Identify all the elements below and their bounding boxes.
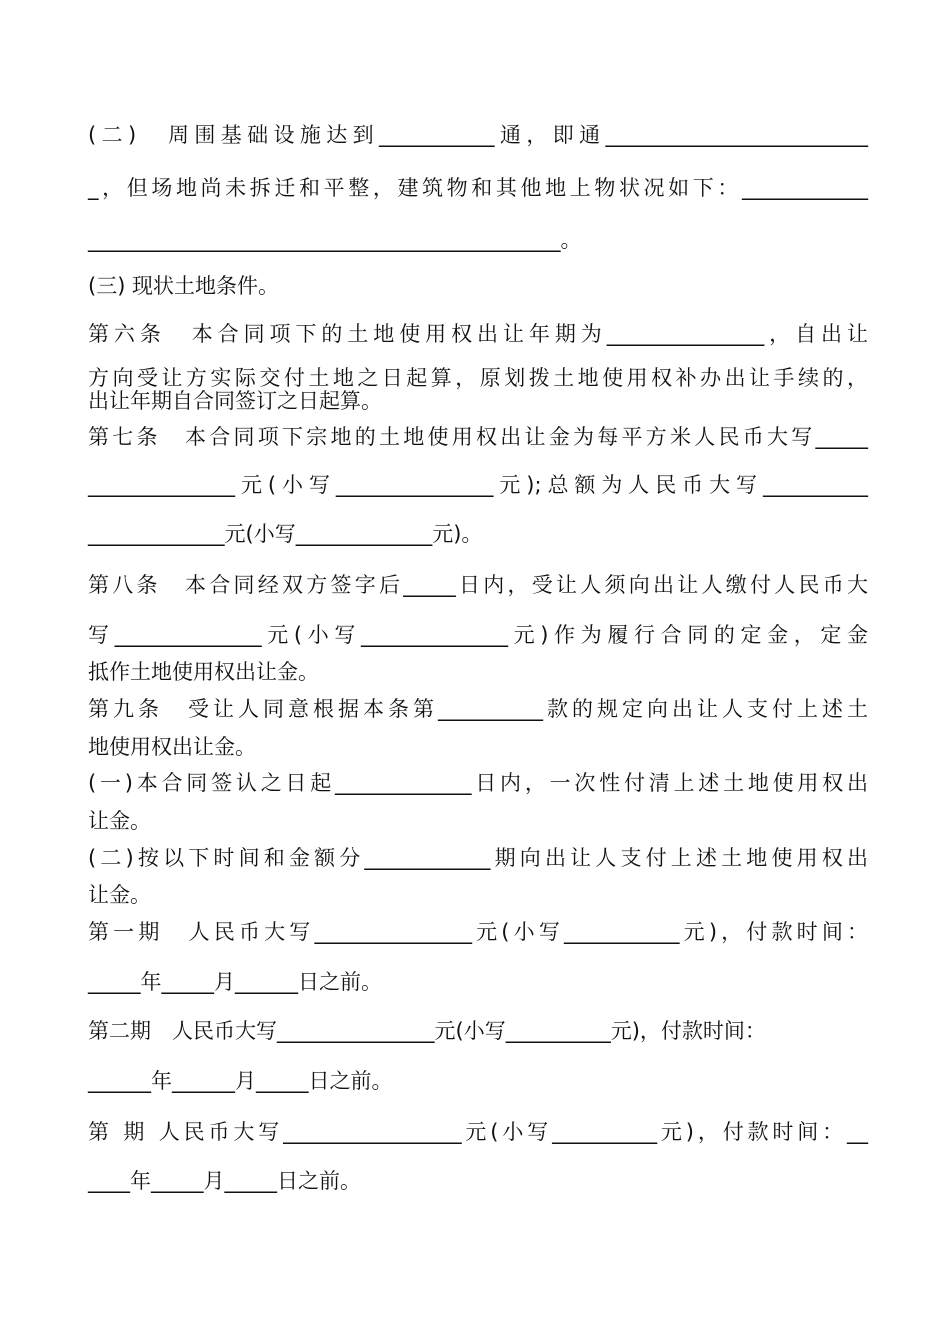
- article-9-line-1: 第九条 受让人同意根据本条第__________款的规定向出让人支付上述土: [88, 697, 868, 721]
- article-6-line-3: 出让年期自合同签订之日起算。: [88, 389, 382, 413]
- article-9-line-2: 地使用权出让金。: [88, 735, 256, 759]
- installment-2-line-2: ______年______月_____日之前。: [88, 1069, 393, 1093]
- option-2-line-2: 让金。: [88, 883, 151, 907]
- article-8-line-3: 抵作土地使用权出让金。: [88, 660, 319, 684]
- article-7-line-2: ______________元(小写_______________元);总额为人民币大写__________: [88, 473, 868, 497]
- option-1-line-1: (一)本合同签认之日起_____________日内，一次性付清上述土地使用权出: [88, 771, 868, 795]
- installment-2-line-1: 第二期 人民币大写_______________元(小写__________元)，付款时间：: [88, 1019, 766, 1043]
- article-6-line-2: 方向受让方实际交付土地之日起算，原划拨土地使用权补办出让手续的，: [88, 366, 868, 390]
- clause-2-line-1: (二) 周围基础设施达到___________通，即通_________________________: [88, 123, 868, 147]
- option-1-line-2: 让金。: [88, 809, 151, 833]
- article-7-line-1: 第七条 本合同项下宗地的土地使用权出让金为每平方米人民币大写_____: [88, 425, 868, 449]
- option-2-line-1: (二)按以下时间和金额分____________期向出让人支付上述土地使用权出: [88, 846, 868, 870]
- installment-1-line-2: _____年_____月______日之前。: [88, 970, 382, 994]
- article-8-line-1: 第八条 本合同经双方签字后_____日内，受让人须向出让人缴付人民币大: [88, 573, 868, 597]
- article-8-line-2: 写______________元(小写______________元)作为履行合同的定金，定金: [88, 623, 868, 647]
- article-7-line-3: _____________元(小写_____________元)。: [88, 522, 483, 546]
- article-6-line-1: 第六条 本合同项下的土地使用权出让年期为_______________，自出让: [88, 322, 868, 346]
- clause-2-line-2: _，但场地尚未拆迁和平整，建筑物和其他地上物状况如下：____________: [88, 176, 868, 200]
- clause-2-line-3: _____________________________________________。: [88, 228, 582, 252]
- installment-3-line-1: 第 期 人民币大写_________________元(小写__________元)，付款时间：__: [88, 1120, 868, 1144]
- installment-1-line-1: 第一期 人民币大写_______________元(小写___________元)，付款时间：: [88, 920, 868, 944]
- installment-3-line-2: ____年_____月_____日之前。: [88, 1169, 361, 1193]
- clause-3-line: (三) 现状土地条件。: [88, 274, 280, 298]
